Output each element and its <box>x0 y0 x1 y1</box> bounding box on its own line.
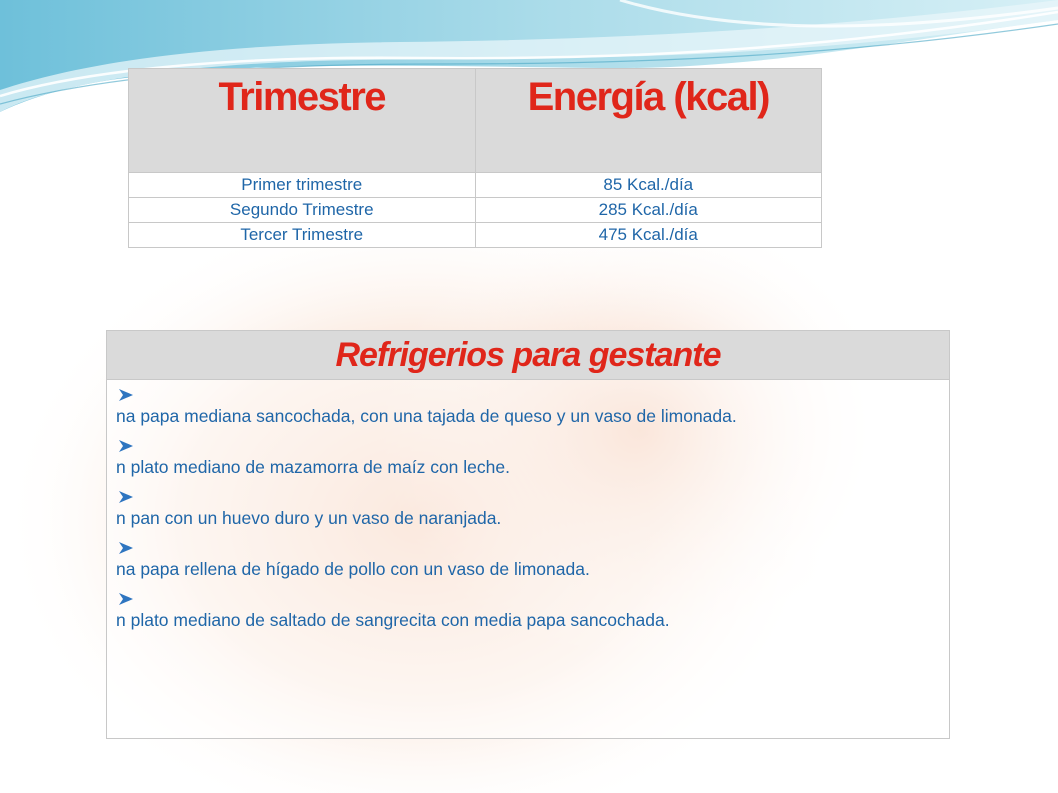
snacks-table <box>106 330 950 739</box>
arrowhead-bullet-icon <box>116 588 138 610</box>
header-trimestre: Trimestre <box>129 69 476 173</box>
arrowhead-bullet-icon <box>116 435 138 457</box>
arrowhead-bullet-icon <box>116 486 138 508</box>
list-item <box>116 486 940 528</box>
snack-item-text: n plato mediano de mazamorra de maíz con leche. <box>116 457 510 477</box>
snack-item-text: na papa rellena de hígado de pollo con un vaso de limonada. <box>116 559 590 579</box>
table-row <box>129 198 822 223</box>
snacks-title: Refrigerios para gestante <box>107 331 950 380</box>
arrowhead-bullet-icon <box>116 537 138 559</box>
list-item <box>116 435 940 477</box>
snack-item-text: na papa mediana sancochada, con una tajada de queso y un vaso de limonada. <box>116 406 737 426</box>
snack-item-text: n plato mediano de saltado de sangrecita con media papa sancochada. <box>116 610 670 630</box>
cell-trimester: Tercer Trimestre <box>129 223 476 248</box>
snacks-list <box>107 380 950 739</box>
list-item <box>116 588 940 630</box>
snacks-body-row <box>107 380 950 739</box>
cell-energy: 285 Kcal./día <box>475 198 822 223</box>
cell-energy: 475 Kcal./día <box>475 223 822 248</box>
header-energia: Energía (kcal) <box>475 69 822 173</box>
table-row <box>129 223 822 248</box>
table-row <box>129 173 822 198</box>
energy-table-header-row <box>129 69 822 173</box>
cell-trimester: Primer trimestre <box>129 173 476 198</box>
cell-trimester: Segundo Trimestre <box>129 198 476 223</box>
snacks-header-row <box>107 331 950 380</box>
snack-item-text: n pan con un huevo duro y un vaso de naranjada. <box>116 508 502 528</box>
list-item <box>116 384 940 426</box>
list-item <box>116 537 940 579</box>
energy-table <box>128 68 822 248</box>
cell-energy: 85 Kcal./día <box>475 173 822 198</box>
arrowhead-bullet-icon <box>116 384 138 406</box>
